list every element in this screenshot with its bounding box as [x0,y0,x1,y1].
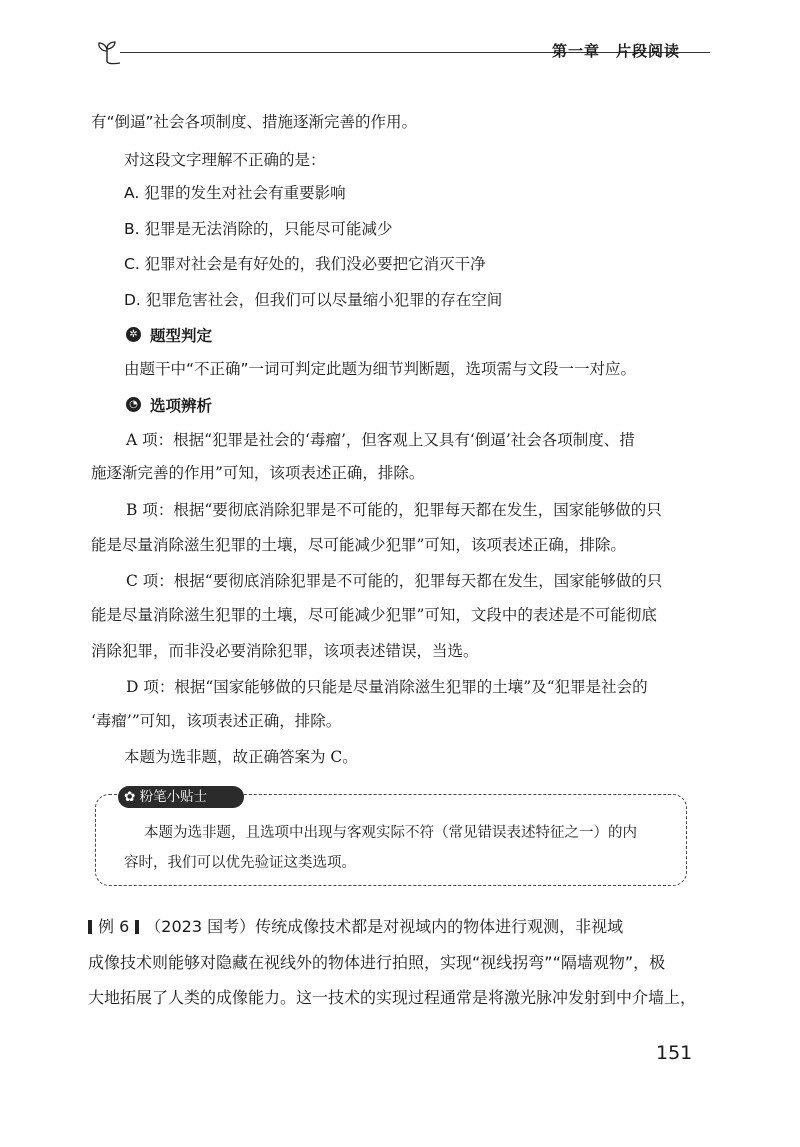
option-a: A. 犯罪的发生对社会有重要影响 [124,184,346,202]
example-bar-right [135,920,139,934]
answer-line: 本题为选非题，故正确答案为 C。 [124,748,358,766]
analysis-line: 消除犯罪，而非没必要消除犯罪，该项表述错误，当选。 [91,642,479,660]
option-b: B. 犯罪是无法消除的，只能尽可能减少 [124,220,393,238]
example-line1: （2023 国考）传统成像技术都是对视域内的物体进行观测，非视域 [145,917,624,936]
analysis-line: D 项：根据“国家能够做的只能是尽量消除滋生犯罪的土壤”及“犯罪是社会的 [126,678,648,696]
example-label: 例 6 [98,917,130,936]
gear-icon: ✲ [126,327,141,342]
tip-line: 容时，我们可以优先验证这类选项。 [124,855,356,871]
example-line3: 大地拓展了人类的成像能力。这一技术的实现过程通常是将激光脉冲发射到中介墙上， [88,988,697,1007]
option-c: C. 犯罪对社会是有好处的，我们没必要把它消灭干净 [124,255,486,273]
analysis-line: B 项：根据“要彻底消除犯罪是不可能的，犯罪每天都在发生，国家能够做的只 [126,501,662,519]
tip-badge [118,786,244,808]
example-line2: 成像技术则能够对隐藏在视线外的物体进行拍照，实现“视线拐弯”“隔墙观物”，极 [88,953,666,972]
clock-icon: ◔ [126,397,141,412]
section-type-text: 由题干中“不正确”一词可判定此题为细节判断题，选项需与文段一一对应。 [124,360,637,378]
section-title-type: 题型判定 [150,327,213,345]
analysis-line: ‘毒瘤’”可知，该项表述正确，排除。 [91,712,342,730]
sprout-small-icon: ✿ [124,789,136,805]
question-stem: 对这段文字理解不正确的是： [124,151,326,169]
tip-badge-label: 粉笔小贴士 [139,789,208,805]
continuation-line: 有“倒逼”社会各项制度、措施逐渐完善的作用。 [91,113,418,131]
example-first-line [88,917,623,937]
header-rule [120,52,540,53]
page-number: 151 [656,1042,693,1064]
analysis-line: 施逐渐完善的作用”可知，该项表述正确，排除。 [91,464,425,482]
analysis-line: A 项：根据“犯罪是社会的‘毒瘤’，但客观上又具有‘倒逼’社会各项制度、措 [126,431,635,449]
analysis-line: 能是尽量消除滋生犯罪的土壤，尽可能减少犯罪”可知，文段中的表述是不可能彻底 [91,606,657,624]
example-bar-left [88,920,92,934]
tip-line: 本题为选非题，且选项中出现与客观实际不符（常见错误表述特征之一）的内 [144,825,637,841]
section-title-analysis: 选项辨析 [150,397,213,415]
option-d: D. 犯罪危害社会，但我们可以尽量缩小犯罪的存在空间 [124,291,503,309]
analysis-line: 能是尽量消除滋生犯罪的土壤，尽可能减少犯罪”可知，该项表述正确，排除。 [91,536,626,554]
sprout-icon [92,36,122,66]
analysis-line: C 项：根据“要彻底消除犯罪是不可能的，犯罪每天都在发生，国家能够做的只 [126,572,663,590]
chapter-title: 第一章 片段阅读 [552,42,681,60]
